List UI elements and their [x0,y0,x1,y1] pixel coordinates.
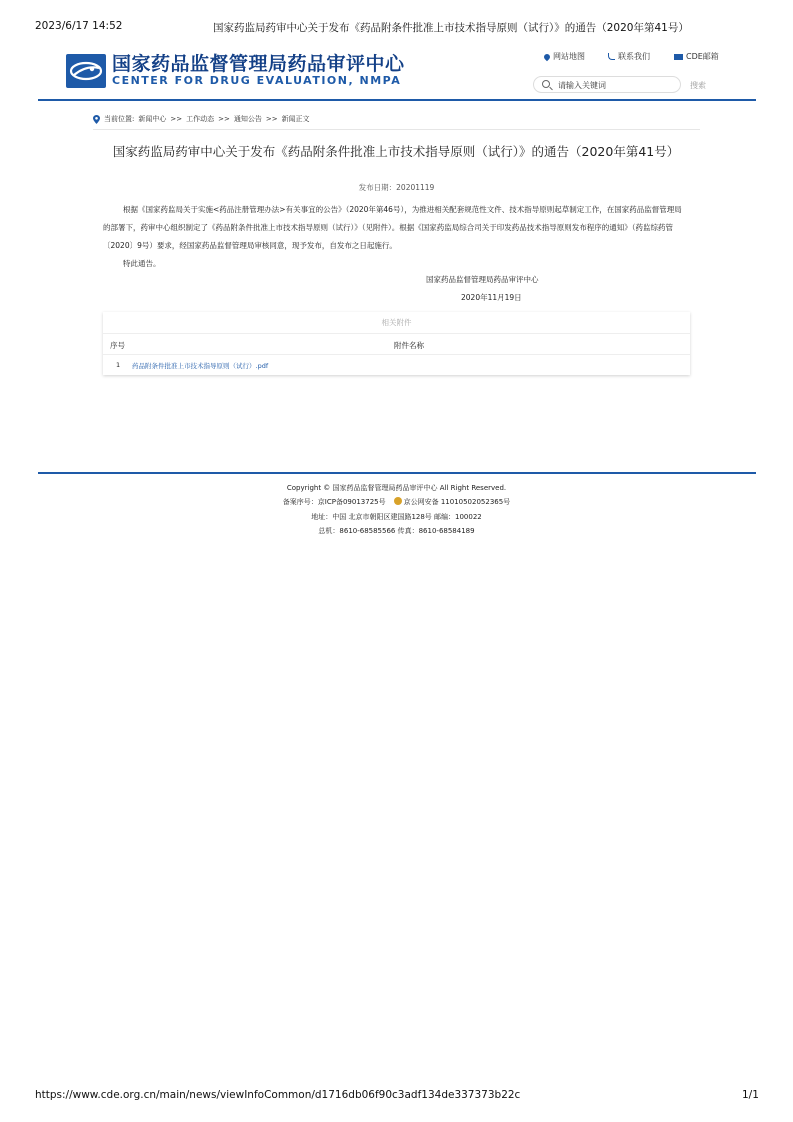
attachments-panel [103,312,690,375]
police-badge-icon [394,497,402,505]
attachment-row-no: 1 [116,361,121,369]
breadcrumb-separator: >> [218,115,230,123]
footer-registration [0,497,793,507]
footer-icp[interactable]: 备案序号：京ICP备09013725号 [282,498,386,506]
breadcrumb-separator: >> [265,115,278,123]
article-closing: 特此通告。 [123,259,161,268]
cde-mail-link[interactable] [674,51,719,62]
print-page-number: 1/1 [742,1089,759,1101]
site-map-link[interactable] [544,51,585,62]
footer-phones: 总机：8610-68585566 传真：8610-68584189 [318,527,475,535]
location-pin-icon [543,52,551,60]
publish-date: 发布日期：20201119 [358,183,435,192]
attachments-title: 相关附件 [381,318,412,327]
print-header [0,20,793,34]
logo-emblem-icon [66,54,106,88]
breadcrumb-prefix: 当前位置: [104,115,135,123]
footer-divider [38,472,756,474]
footer-address: 地址：中国 北京市朝阳区建国路128号 邮编：100022 [311,513,482,521]
cde-mail-label: CDE邮箱 [686,52,719,61]
attachments-divider [103,354,690,355]
mail-icon [674,54,683,60]
attachments-divider [103,333,690,334]
breadcrumb-separator: >> [170,115,183,123]
breadcrumb-work-updates[interactable]: 工作动态 [186,115,215,123]
search-input[interactable] [533,76,681,93]
contact-us-label: 联系我们 [618,52,650,61]
article-paragraph: 根据《国家药监局关于实施<药品注册管理办法>有关事宜的公告》（2020年第46号），为推进相关配套规范性文件、技术指导原则起草制定工作，在国家药品监督管理局的部署下，药审中心组织制定了《药品附条件批准上市技术指导原则（试行）》（见附件）。根据《国家药监局综合司关于印发药品技术指导原则发布程序的通知》（药监综药管〔2020〕9号）要求，经国家药品监督管理局审核同意，现予发布，自发布之日起施行。 [103,205,682,250]
footer-copyright: Copyright © 国家药品监督管理局药品审评中心 All Right Reserved. [286,484,507,492]
breadcrumb-divider [93,129,700,130]
breadcrumb-notices[interactable]: 通知公告 [233,115,262,123]
site-map-label: 网站地图 [553,52,585,61]
phone-icon [608,53,615,60]
header-divider [38,99,756,101]
breadcrumb-current: 新闻正文 [281,115,310,123]
signature-org: 国家药品监督管理局药品审评中心 [426,275,539,284]
search-icon [542,80,550,88]
article-title: 国家药监局药审中心关于发布《药品附条件批准上市技术指导原则（试行）》的通告（2020年第41号） [112,144,680,159]
location-pin-icon [93,115,100,124]
print-title: 国家药监局药审中心关于发布《药品附条件批准上市技术指导原则（试行）》的通告（2020年第41号） [213,22,689,34]
site-name-en: CENTER FOR DRUG EVALUATION, NMPA [112,74,402,87]
search-button[interactable]: 搜索 [690,81,706,90]
site-name-cn: 国家药品监督管理局药品审评中心 [112,53,405,75]
attachment-pdf-link[interactable]: 药品附条件批准上市技术指导原则（试行）.pdf [132,362,269,370]
attachments-header-no: 序号 [110,341,125,350]
breadcrumb-news-center[interactable]: 新闻中心 [138,115,167,123]
signature-date: 2020年11月19日 [461,293,522,302]
print-datetime: 2023/6/17 14:52 [35,20,123,32]
footer-police-record[interactable]: 京公网安备 11010502052365号 [403,498,511,506]
contact-us-link[interactable] [608,51,650,62]
print-url: https://www.cde.org.cn/main/news/viewInfoCommon/d1716db06f90c3adf134de337373b22c [35,1089,521,1101]
search-placeholder: 请输入关键词 [558,81,606,90]
site-logo[interactable] [66,54,106,88]
attachments-header-name: 附件名称 [394,341,424,350]
breadcrumb [93,114,310,124]
